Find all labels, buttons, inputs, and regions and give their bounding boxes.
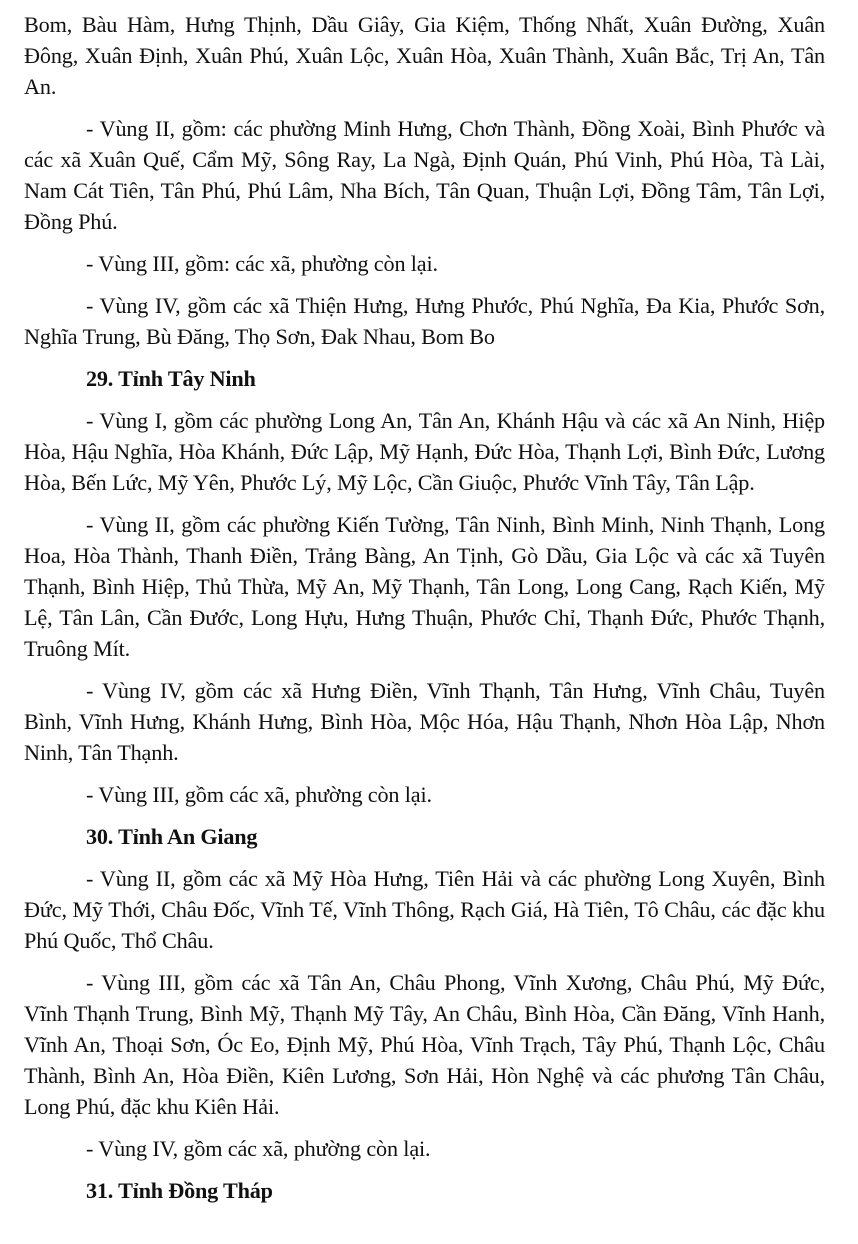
paragraph-an-giang-vung-iv: - Vùng IV, gồm các xã, phường còn lại. [86, 1136, 431, 1161]
paragraph-tay-ninh-vung-ii: - Vùng II, gồm các phường Kiến Tường, Tân Ninh, Bình Minh, Ninh Thạnh, Long Hoa, Hòa Thành, Thanh Điền, Trảng Bàng, An Tịnh, Gò Dầu, Gia Lộc và các xã Tuyên Thạnh, Bình Hiệp, Thủ Thừa, Mỹ An, Mỹ Thạnh, Tân Long, Long Cang, Rạch Kiến, Mỹ Lệ, Tân Lân, Cần Đước, Long Hựu, Hưng Thuận, Phước Chỉ, Thạnh Đức, Phước Thạnh, Truông Mít. [24, 512, 825, 661]
paragraph-an-giang-vung-ii: - Vùng II, gồm các xã Mỹ Hòa Hưng, Tiên Hải và các phường Long Xuyên, Bình Đức, Mỹ Thới, Châu Đốc, Vĩnh Tế, Vĩnh Thông, Rạch Giá, Hà Tiên, Tô Châu, các đặc khu Phú Quốc, Thổ Châu. [24, 866, 825, 953]
paragraph-an-giang-vung-iii: - Vùng III, gồm các xã Tân An, Châu Phong, Vĩnh Xương, Châu Phú, Mỹ Đức, Vĩnh Thạnh Trung, Bình Mỹ, Thạnh Mỹ Tây, An Châu, Bình Hòa, Cần Đăng, Vĩnh Hanh, Vĩnh An, Thoại Sơn, Óc Eo, Định Mỹ, Phú Hòa, Vĩnh Trạch, Tây Phú, Thạnh Lộc, Châu Thành, Bình An, Hòa Điền, Kiên Lương, Sơn Hải, Hòn Nghệ và các phương Tân Châu, Long Phú, đặc khu Kiên Hải. [24, 970, 825, 1119]
paragraph-tay-ninh-vung-i: - Vùng I, gồm các phường Long An, Tân An, Khánh Hậu và các xã An Ninh, Hiệp Hòa, Hậu Nghĩa, Hòa Khánh, Đức Lập, Mỹ Hạnh, Đức Hòa, Thạnh Lợi, Bình Đức, Lương Hòa, Bến Lức, Mỹ Yên, Phước Lý, Mỹ Lộc, Cần Giuộc, Phước Vĩnh Tây, Tân Lập. [24, 408, 825, 495]
paragraph-dong-nai-vung-iv: - Vùng IV, gồm các xã Thiện Hưng, Hưng Phước, Phú Nghĩa, Đa Kia, Phước Sơn, Nghĩa Trung, Bù Đăng, Thọ Sơn, Đak Nhau, Bom Bo [24, 293, 825, 349]
document-page [24, 9, 825, 1217]
paragraph-dong-nai-vung-i-continued: Bom, Bàu Hàm, Hưng Thịnh, Dầu Giây, Gia Kiệm, Thống Nhất, Xuân Đường, Xuân Đông, Xuân Định, Xuân Phú, Xuân Lộc, Xuân Hòa, Xuân Thành, Xuân Bắc, Trị An, Tân An. [24, 12, 825, 99]
paragraph-dong-nai-vung-ii: - Vùng II, gồm: các phường Minh Hưng, Chơn Thành, Đồng Xoài, Bình Phước và các xã Xuân Quế, Cẩm Mỹ, Sông Ray, La Ngà, Định Quán, Phú Vinh, Phú Hòa, Tà Lài, Nam Cát Tiên, Tân Phú, Phú Lâm, Nha Bích, Tân Quan, Thuận Lợi, Đồng Tâm, Tân Lợi, Đồng Phú. [24, 116, 825, 234]
paragraph-tay-ninh-vung-iii: - Vùng III, gồm các xã, phường còn lại. [86, 782, 432, 807]
paragraph-tay-ninh-vung-iv: - Vùng IV, gồm các xã Hưng Điền, Vĩnh Thạnh, Tân Hưng, Vĩnh Châu, Tuyên Bình, Vĩnh Hưng, Khánh Hưng, Bình Hòa, Mộc Hóa, Hậu Thạnh, Nhơn Hòa Lập, Nhơn Ninh, Tân Thạnh. [24, 678, 825, 765]
section-heading-tay-ninh: 29. Tỉnh Tây Ninh [86, 366, 256, 391]
section-heading-dong-thap: 31. Tỉnh Đồng Tháp [86, 1178, 273, 1203]
section-heading-an-giang: 30. Tỉnh An Giang [86, 824, 258, 849]
paragraph-dong-nai-vung-iii: - Vùng III, gồm: các xã, phường còn lại. [86, 251, 438, 276]
